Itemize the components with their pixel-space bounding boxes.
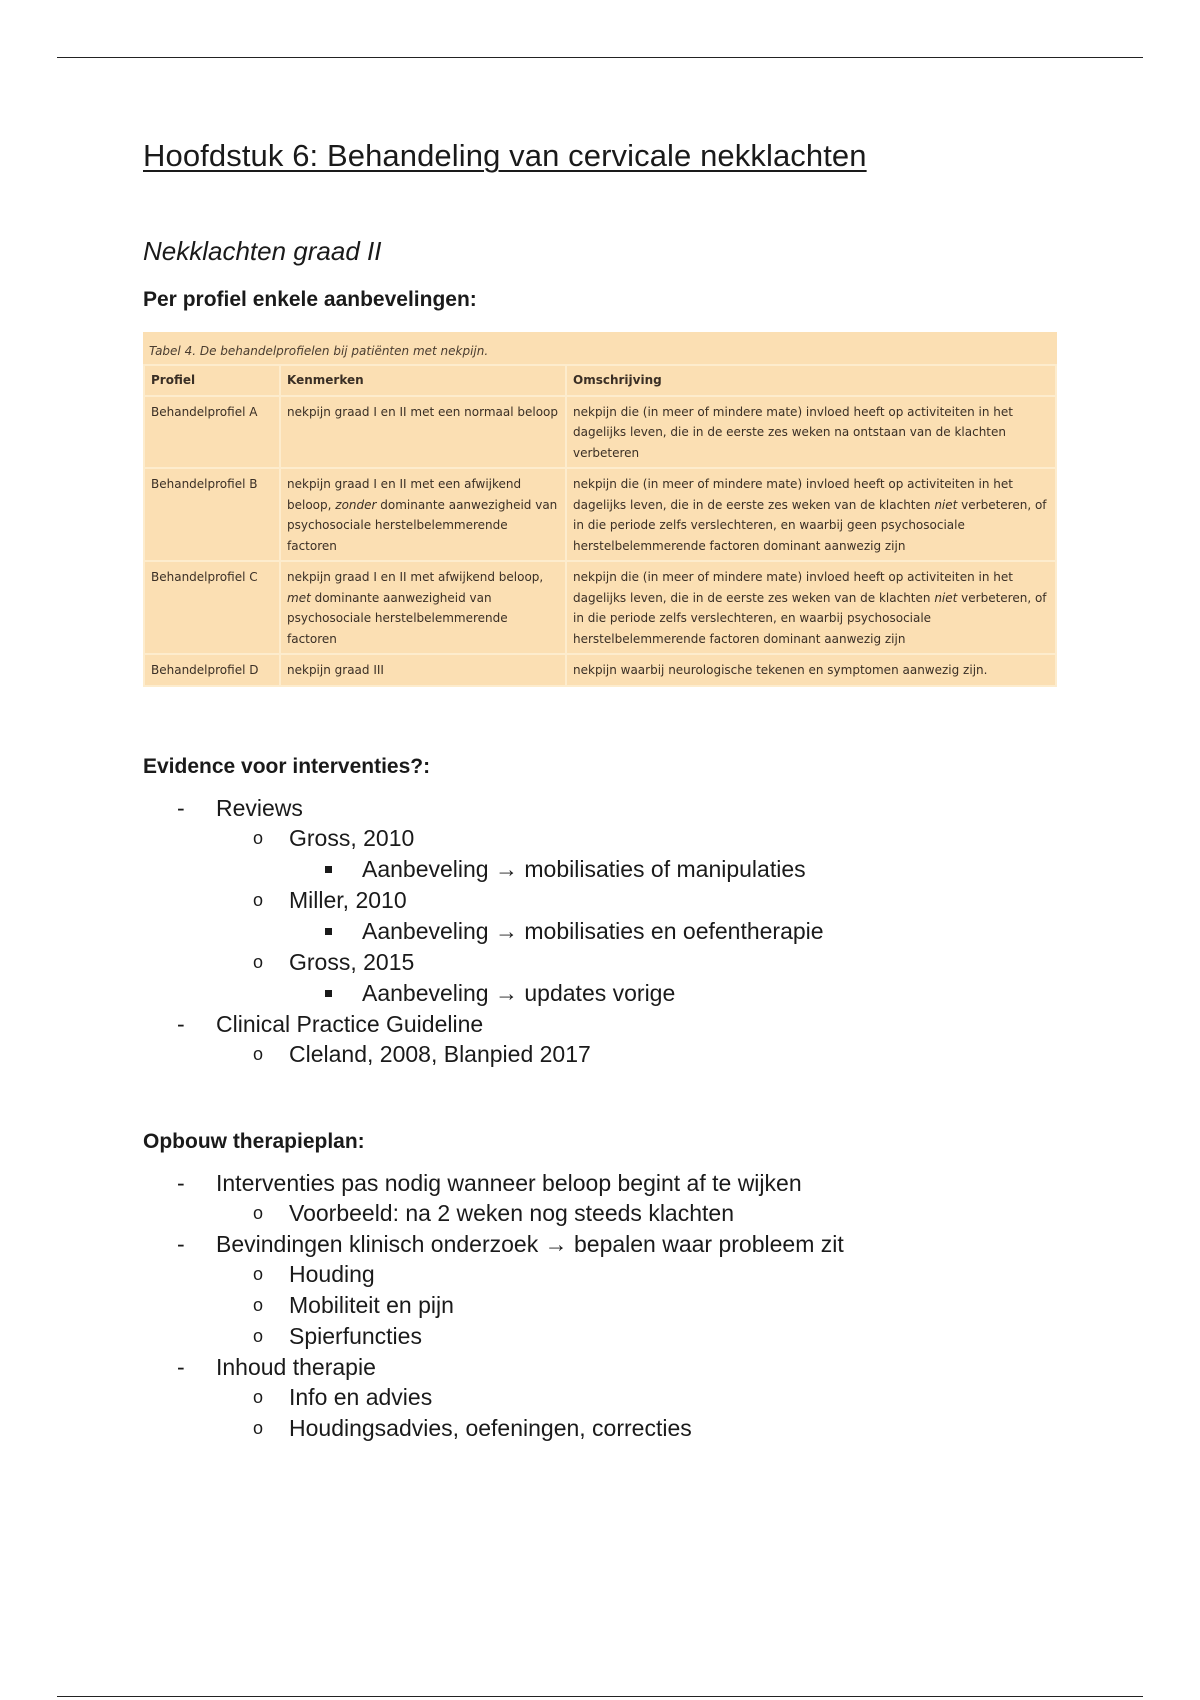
cell-emphasis: niet <box>934 497 958 512</box>
table-row <box>144 561 1056 654</box>
list-item <box>143 1168 1063 1229</box>
cell-text: dominante aanwezigheid van psychosociale herstelbelemmerende factoren <box>287 497 558 553</box>
cell-text: nekpijn graad I en II met afwijkend beloop, <box>287 570 544 584</box>
sub-item: Mobiliteit en pijn <box>289 1291 454 1318</box>
list-item-label: Bevindingen klinisch onderzoek → bepalen waar probleem zit <box>216 1230 844 1257</box>
review-label: Gross, 2010 <box>289 824 415 851</box>
table-caption: Tabel 4. De behandelprofielen bij patiënten met nekpijn. <box>143 332 1057 364</box>
dash-bullet: - <box>177 1169 185 1196</box>
plan-heading: Opbouw therapieplan: <box>143 1129 365 1153</box>
list-item <box>216 1321 1063 1352</box>
plan-list <box>143 1168 1063 1444</box>
list-item <box>216 885 1063 947</box>
cell-profiel: Behandelprofiel C <box>144 561 280 654</box>
cell-emphasis: niet <box>934 590 958 605</box>
list-item-guideline <box>143 1009 1063 1070</box>
square-bullet-icon <box>325 990 332 997</box>
page-title: Hoofdstuk 6: Behandeling van cervicale nekklachten <box>143 138 867 173</box>
table-header-row <box>144 365 1056 396</box>
square-bullet-icon <box>325 928 332 935</box>
list-item <box>289 854 1063 885</box>
circle-bullet: o <box>253 827 264 848</box>
sub-item: Houdingsadvies, oefeningen, correcties <box>289 1414 692 1441</box>
page-bottom-rule <box>57 1696 1143 1697</box>
square-bullet-icon <box>325 866 332 873</box>
review-note: Aanbeveling → updates vorige <box>362 979 676 1006</box>
circle-bullet: o <box>253 1043 264 1064</box>
review-note: Aanbeveling → mobilisaties of manipulaties <box>362 855 806 882</box>
list-item <box>216 1259 1063 1290</box>
cell-profiel: Behandelprofiel D <box>144 654 280 686</box>
list-item-reviews <box>143 793 1063 1009</box>
cell-emphasis: zonder <box>335 497 377 512</box>
cell-text: nekpijn die (in meer of mindere mate) invloed heeft op activiteiten in het dagelijks leven, die in de eerste zes weken van de klachten <box>573 570 1013 605</box>
profiles-heading: Per profiel enkele aanbevelingen: <box>143 288 477 311</box>
dash-bullet: - <box>177 1353 185 1380</box>
dash-bullet: - <box>177 1230 185 1257</box>
circle-bullet: o <box>253 889 264 910</box>
page-content <box>143 138 1063 1444</box>
review-notes <box>289 978 1063 1009</box>
cell-omschrijving: nekpijn waarbij neurologische tekenen en symptomen aanwezig zijn. <box>566 654 1056 686</box>
header-omschrijving: Omschrijving <box>566 365 1056 396</box>
guideline-sublist <box>216 1039 1063 1070</box>
circle-bullet: o <box>253 1417 264 1438</box>
list-item-label: Clinical Practice Guideline <box>216 1010 484 1037</box>
review-notes <box>289 854 1063 885</box>
evidence-heading: Evidence voor interventies?: <box>143 754 431 778</box>
plan-sublist <box>216 1198 1063 1229</box>
sub-item: Houding <box>289 1260 375 1287</box>
circle-bullet: o <box>253 1294 264 1315</box>
circle-bullet: o <box>253 1325 264 1346</box>
reviews-sublist <box>216 823 1063 1009</box>
cell-omschrijving: nekpijn die (in meer of mindere mate) invloed heeft op activiteiten in het dagelijks leven, die in de eerste zes weken na ontstaan van de klachten verbeteren <box>566 396 1056 469</box>
list-item-label: Inhoud therapie <box>216 1353 376 1380</box>
header-kenmerken: Kenmerken <box>280 365 566 396</box>
cell-text: nekpijn graad I en II met een afwijkend beloop, <box>287 477 522 512</box>
header-profiel: Profiel <box>144 365 280 396</box>
cell-text: verbeteren, of in die periode zelfs verslechteren, en waarbij geen psychosociale herstelbelemmerende factoren dominant aanwezig zijn <box>573 497 1047 553</box>
list-item <box>216 1198 1063 1229</box>
dash-bullet: - <box>177 794 185 821</box>
list-item <box>216 947 1063 1009</box>
subtitle: Nekklachten graad II <box>143 236 382 266</box>
cell-emphasis: met <box>287 590 311 605</box>
list-item <box>216 823 1063 885</box>
circle-bullet: o <box>253 1263 264 1284</box>
cell-kenmerken: nekpijn graad III <box>280 654 566 686</box>
cell-text: nekpijn die (in meer of mindere mate) invloed heeft op activiteiten in het dagelijks leven, die in de eerste zes weken van de klachten <box>573 477 1013 512</box>
list-item <box>289 978 1063 1009</box>
cell-text: dominante aanwezigheid van psychosociale herstelbelemmerende factoren <box>287 590 508 646</box>
list-item-label: Reviews <box>216 794 303 821</box>
list-item <box>143 1229 1063 1352</box>
circle-bullet: o <box>253 1202 264 1223</box>
review-label: Gross, 2015 <box>289 948 415 975</box>
table-row <box>144 654 1056 686</box>
list-item <box>216 1290 1063 1321</box>
table-row <box>144 396 1056 469</box>
sub-item: Info en advies <box>289 1383 433 1410</box>
review-label: Miller, 2010 <box>289 886 407 913</box>
list-item <box>216 1039 1063 1070</box>
review-notes <box>289 916 1063 947</box>
list-item <box>216 1413 1063 1444</box>
circle-bullet: o <box>253 1386 264 1407</box>
cell-omschrijving <box>566 561 1056 654</box>
list-item-label: Interventies pas nodig wanneer beloop begint af te wijken <box>216 1169 802 1196</box>
evidence-list <box>143 793 1063 1070</box>
sub-item: Voorbeeld: na 2 weken nog steeds klachten <box>289 1199 734 1226</box>
cell-text: verbeteren, of in die periode zelfs verslechteren, en waarbij psychosociale herstelbelemmerende factoren dominant aanwezig zijn <box>573 590 1047 646</box>
list-item <box>143 1352 1063 1444</box>
cell-kenmerken: nekpijn graad I en II met een normaal beloop <box>280 396 566 469</box>
cell-profiel: Behandelprofiel A <box>144 396 280 469</box>
sub-item: Spierfuncties <box>289 1322 422 1349</box>
table-row <box>144 468 1056 561</box>
plan-sublist <box>216 1259 1063 1352</box>
page-top-rule <box>57 57 1143 58</box>
review-note: Aanbeveling → mobilisaties en oefentherapie <box>362 917 824 944</box>
dash-bullet: - <box>177 1010 185 1037</box>
list-item <box>216 1382 1063 1413</box>
profile-table <box>143 332 1057 687</box>
list-item <box>289 916 1063 947</box>
cell-profiel: Behandelprofiel B <box>144 468 280 561</box>
cell-kenmerken <box>280 561 566 654</box>
cell-omschrijving <box>566 468 1056 561</box>
circle-bullet: o <box>253 951 264 972</box>
guideline-item: Cleland, 2008, Blanpied 2017 <box>289 1040 591 1067</box>
cell-kenmerken <box>280 468 566 561</box>
plan-sublist <box>216 1382 1063 1444</box>
